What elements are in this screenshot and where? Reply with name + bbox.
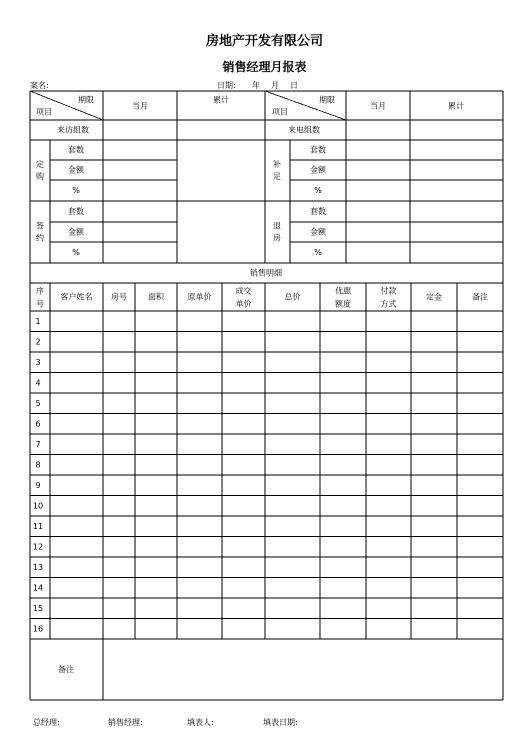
footer-sales-manager: 销售经理: (108, 718, 143, 727)
detail-header-9: 定金 (426, 292, 442, 302)
subrow-left-0-1: 金额 (68, 165, 84, 175)
detail-header-0-b: 号 (36, 299, 44, 309)
subrow-right-1-2: % (314, 248, 322, 257)
group-sign-char: 约 (36, 233, 44, 243)
group-sign-char: 签 (36, 221, 44, 231)
date-month: 月 (271, 81, 279, 90)
detail-section-title: 销售明细 (250, 268, 282, 278)
remarks-label: 备注 (58, 665, 74, 674)
col-total-right: 累计 (448, 101, 464, 111)
row-visits: 来访组数 (57, 125, 89, 135)
detail-header-7-b: 额度 (335, 299, 351, 309)
detail-row-number: 10 (32, 501, 44, 511)
detail-header-8-b: 方式 (380, 299, 397, 309)
detail-row-number: 3 (35, 357, 41, 367)
row-calls: 来电组数 (288, 125, 320, 135)
detail-header-1: 客户姓名 (60, 292, 93, 302)
corner-top-left: 期限 (78, 95, 94, 105)
group-refund-char: 退 (273, 221, 281, 231)
subrow-left-1-0: 套数 (68, 207, 84, 216)
group-supplement-char: 足 (273, 172, 281, 181)
detail-row-number: 5 (35, 398, 41, 408)
detail-row-number: 4 (35, 378, 41, 388)
detail-row-number: 12 (32, 542, 44, 552)
detail-header-5-a: 成交 (235, 286, 252, 296)
report-title: 销售经理月报表 (222, 60, 307, 74)
detail-row-number: 6 (35, 419, 41, 429)
corner-top-right: 期限 (319, 95, 335, 105)
group-refund-char: 房 (273, 233, 281, 243)
grid-text (33, 95, 488, 675)
subrow-right-0-2: % (314, 186, 322, 195)
detail-header-2: 房号 (111, 292, 127, 302)
detail-row-number: 14 (32, 583, 44, 593)
case-label: 案名: (30, 81, 49, 90)
detail-header-0-a: 序 (36, 286, 44, 296)
detail-header-8-a: 付款 (380, 286, 397, 296)
group-supplement-char: 补 (273, 160, 281, 169)
corner-bottom-right: 项目 (272, 107, 288, 117)
col-month-right: 当月 (370, 101, 386, 111)
detail-header-6: 总价 (284, 292, 301, 302)
group-order-char: 定 (36, 160, 44, 169)
detail-header-5-b: 单价 (235, 299, 252, 309)
footer-general-manager: 总经理: (33, 718, 60, 727)
detail-row-number: 15 (32, 603, 44, 613)
subrow-left-0-2: % (72, 186, 80, 195)
detail-row-number: 13 (32, 562, 44, 572)
detail-header-4: 原单价 (187, 292, 212, 302)
date-year: 年 (252, 81, 260, 90)
footer-fill-date: 填表日期: (263, 718, 298, 727)
detail-row-number: 7 (35, 439, 41, 449)
footer-filled-by: 填表人: (187, 718, 214, 727)
company-name: 房地产开发有限公司 (205, 34, 323, 49)
subrow-right-1-0: 套数 (310, 207, 326, 216)
detail-row-number: 2 (35, 337, 41, 347)
detail-header-3: 面积 (148, 292, 164, 302)
subrow-left-1-2: % (72, 248, 80, 257)
subrow-left-1-1: 金额 (68, 227, 84, 237)
subrow-right-1-1: 金额 (310, 227, 326, 237)
col-total-left: 累计 (213, 95, 229, 105)
grid-lines (30, 91, 503, 700)
subrow-right-0-0: 套数 (310, 145, 326, 155)
subrow-left-0-0: 套数 (68, 145, 84, 155)
col-month-left: 当月 (132, 101, 148, 111)
corner-bottom-left: 项目 (36, 107, 52, 117)
group-order-char: 购 (36, 172, 44, 181)
subrow-right-0-1: 金额 (310, 165, 326, 175)
detail-header-7-a: 优惠 (335, 286, 351, 296)
detail-row-number: 9 (35, 480, 41, 490)
detail-row-number: 1 (35, 316, 41, 326)
detail-row-number: 8 (35, 460, 41, 470)
detail-row-number: 11 (32, 521, 44, 531)
detail-row-number: 16 (32, 624, 44, 634)
date-day: 日 (290, 81, 298, 90)
detail-header-10: 备注 (472, 292, 488, 302)
date-label: 日期: (217, 81, 236, 90)
